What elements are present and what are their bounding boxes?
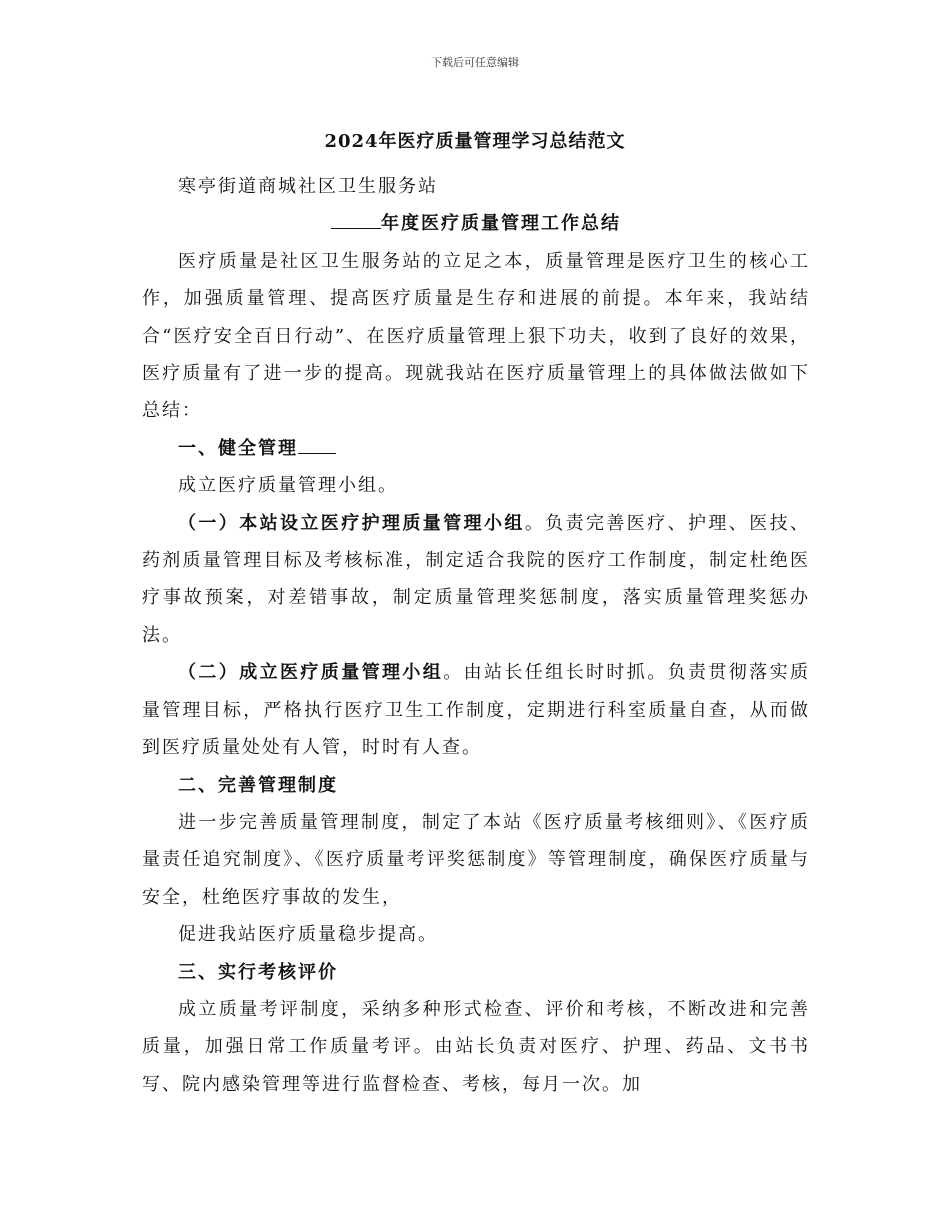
document-body bbox=[142, 168, 810, 1103]
document-title: 2024年医疗质量管理学习总结范文 bbox=[324, 131, 626, 152]
item1-bold: （一）本站设立医疗护理质量管理小组 bbox=[178, 512, 525, 534]
item1-text: 。负责完善医疗、护理、医技、药剂质量管理目标及考核标准，制定适合我院的医疗工作制度，制定杜绝医疗事故预案，对差错事故，制定质量管理奖惩制度，落实质量管理奖惩办法。 bbox=[142, 512, 811, 646]
section3-heading: 三、实行考核评价 bbox=[178, 961, 338, 983]
section2-paragraph1: 进一步完善质量管理制度，制定了本站《医疗质量考核细则》、《医疗质量责任追究制度》、《医疗质量考评奖惩制度》等管理制度，确保医疗质量与安全，杜绝医疗事故的发生， bbox=[142, 811, 810, 908]
item2-text: 。由站长任组长时时抓。负责贯彻落实质量管理目标，严格执行医疗卫生工作制度，定期进行科室质量自查，从而做到医疗质量处处有人管，时时有人查。 bbox=[142, 662, 811, 759]
header-note: 下载后可任意编辑 bbox=[431, 56, 519, 69]
section3-paragraph1: 成立质量考评制度，采纳多种形式检查、评价和考核，不断改进和完善质量，加强日常工作质量考评。由站长负责对医疗、护理、药品、文书书写、院内感染管理等进行监督检查、考核，每月一次。加 bbox=[142, 998, 810, 1095]
intro-paragraph: 医疗质量是社区卫生服务站的立足之本，质量管理是医疗卫生的核心工作，加强质量管理、提高医疗质量是生存和进展的前提。本年来，我站结合“医疗安全百日行动”、在医疗质量管理上狠下功夫，收到了良好的效果，医疗质量有了进一步的提高。现就我站在医疗质量管理上的具体做法做如下总结： bbox=[142, 250, 810, 422]
report-title-line bbox=[142, 205, 810, 242]
item2-bold: （二）成立医疗质量管理小组 bbox=[178, 662, 444, 684]
section1-item1 bbox=[142, 505, 810, 655]
section1-paragraph: 成立医疗质量管理小组。 bbox=[178, 475, 398, 497]
report-title: 年度医疗质量管理工作总结 bbox=[381, 213, 621, 235]
section1-heading-text: 一、健全管理 bbox=[178, 437, 298, 459]
section2-paragraph2: 促进我站医疗质量稳步提高。 bbox=[178, 924, 438, 946]
heading-blank bbox=[298, 453, 336, 454]
section2-heading: 二、完善管理制度 bbox=[178, 774, 338, 796]
year-blank bbox=[331, 228, 381, 229]
section1-heading bbox=[142, 430, 810, 467]
organization-name: 寒亭街道商城社区卫生服务站 bbox=[178, 176, 438, 197]
section1-item2 bbox=[142, 654, 810, 766]
